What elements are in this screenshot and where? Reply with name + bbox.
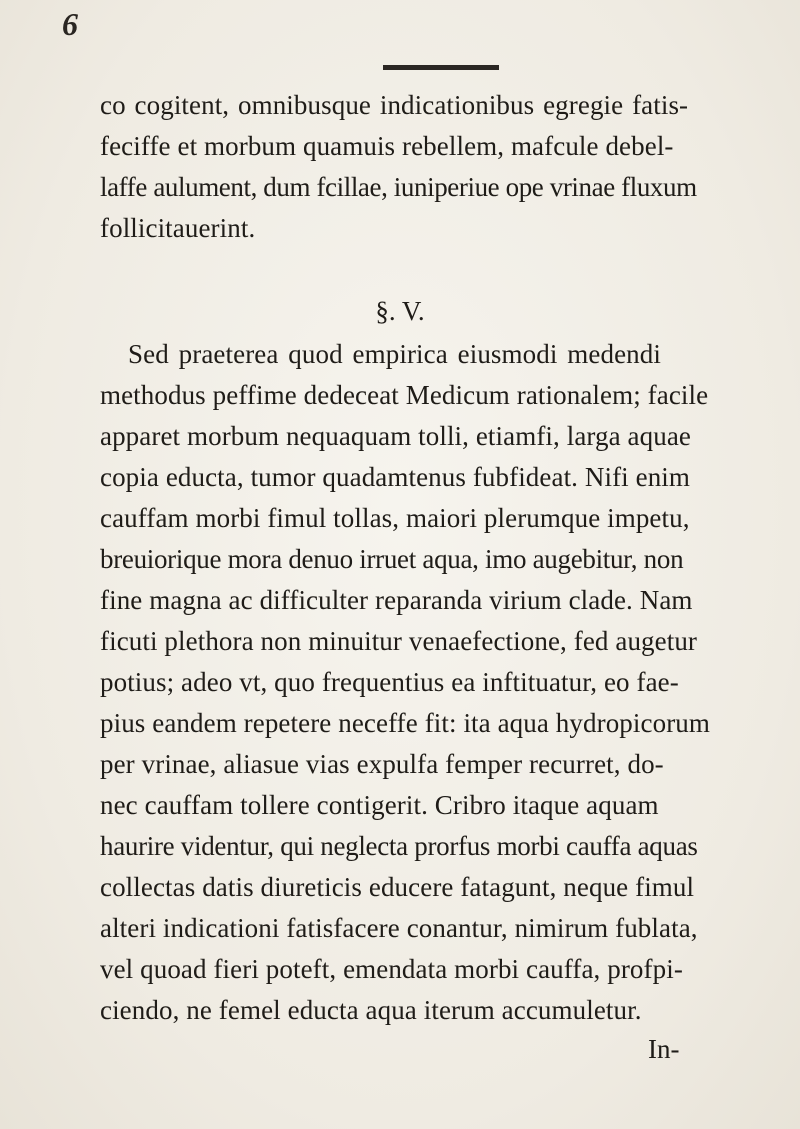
text-line: cauffam morbi fimul tollas, maiori plerumque impetu, [100,503,690,533]
text-line: nec cauffam tollere contigerit. Cribro itaque aquam [100,790,659,820]
text-line: methodus peffime dedeceat Medicum rationalem; facile [100,380,709,410]
text-line: ciendo, ne femel educta aqua iterum accumuletur. [100,995,642,1025]
text-line: vel quoad fieri poteft, emendata morbi cauffa, profpi- [100,954,683,984]
header-rule [383,65,499,70]
text-line: feciffe et morbum quamuis rebellem, mafcule debel- [100,131,674,161]
text-line: per vrinae, aliasue vias expulfa femper recurret, do- [100,749,664,779]
text-line: copia educta, tumor quadamtenus fubfideat. Nifi enim [100,462,691,492]
text-line: Sed praeterea quod empirica eiusmodi medendi [128,339,661,369]
section-heading: §. V. [375,296,425,326]
text-line: fine magna ac difficulter reparanda virium clade. Nam [100,585,693,615]
text-line: co cogitent, omnibusque indicationibus egregie fatis- [100,90,689,120]
text-line: laffe aulument, dum fcillae, iuniperiue ope vrinae fluxum [100,172,697,202]
page-number: 6 [62,6,78,42]
text-line: ficuti plethora non minuitur venaefectione, fed augetur [100,626,698,656]
text-line: potius; adeo vt, quo frequentius ea inftituatur, eo fae- [100,667,679,697]
text-line: pius eandem repetere neceffe fit: ita aqua hydropicorum [100,708,710,738]
text-line: haurire videntur, qui neglecta prorfus morbi cauffa aquas [100,831,698,861]
catchword: In- [648,1034,680,1064]
text-line: breuiorique mora denuo irruet aqua, imo augebitur, non [100,544,684,574]
text-line: apparet morbum nequaquam tolli, etiamfi, larga aquae [100,421,691,451]
text-line: collectas datis diureticis educere fatagunt, neque fimul [100,872,695,902]
text-line: follicitauerint. [100,213,256,243]
text-line: alteri indicationi fatisfacere conantur, nimirum fublata, [100,913,698,943]
